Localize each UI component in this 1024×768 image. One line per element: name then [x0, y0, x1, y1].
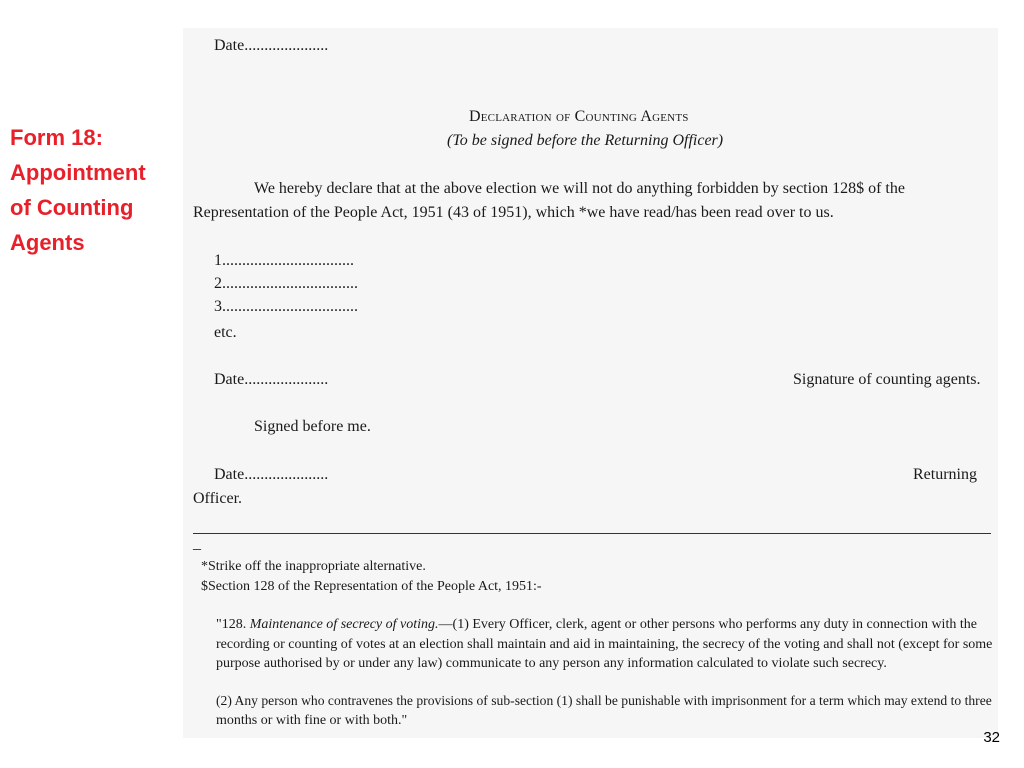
slide-title-line: Appointment: [10, 160, 146, 185]
returning-label: Returning: [913, 466, 977, 483]
date-top: Date.....................: [214, 37, 329, 54]
officer-label: Officer.: [193, 490, 243, 507]
declaration-line-1: We hereby declare that at the above election we will not do anything forbidden by section 128$ of the: [254, 180, 905, 197]
quote-heading: Maintenance of secrecy of voting.: [249, 617, 439, 632]
agent-list-item: etc.: [214, 324, 237, 341]
quote-line: purpose authorised by or under any law) communicate to any person any information calculated to violate such secrecy.: [216, 656, 887, 671]
footnote-section: $Section 128 of the Representation of the People Act, 1951:-: [201, 579, 542, 594]
slide-title: [10, 120, 185, 260]
form-document: [183, 28, 998, 738]
agent-list-item: 1.................................: [214, 252, 354, 269]
quote-line: months or with fine or with both.": [216, 713, 408, 728]
form-subheading: (To be signed before the Returning Officer): [447, 132, 724, 149]
date-mid: Date.....................: [214, 371, 329, 388]
slide-title-line: of Counting: [10, 195, 134, 220]
quote-number: "128.: [216, 617, 247, 632]
declaration-line-2: Representation of the People Act, 1951 (43 of 1951), which *we have read/has been read over to us.: [193, 204, 834, 221]
quote-line: recording or counting of votes at an election shall maintain and aid in maintaining, the secrecy of the voting and shall not (except for some: [216, 637, 993, 652]
date-bottom: Date.....................: [214, 466, 329, 483]
form-heading: Declaration of Counting Agents: [469, 108, 689, 125]
signature-label: Signature of counting agents.: [793, 371, 981, 388]
page-number: 32: [983, 729, 1000, 746]
separator-tail: _: [193, 535, 201, 552]
slide-title-line: Form 18:: [10, 125, 103, 150]
slide-title-line: Agents: [10, 230, 85, 255]
signed-before-label: Signed before me.: [254, 418, 371, 435]
agent-list-item: 3..................................: [214, 298, 358, 315]
quote-text: —(1) Every Officer, clerk, agent or other persons who performs any duty in connection with the: [438, 617, 977, 632]
separator-rule: [193, 533, 991, 534]
quote-line: [216, 617, 977, 633]
footnote-strike: *Strike off the inappropriate alternative.: [201, 559, 426, 574]
quote-line: (2) Any person who contravenes the provisions of sub-section (1) shall be punishable with imprisonment for a term which may extend to three: [216, 694, 992, 709]
agent-list-item: 2..................................: [214, 275, 358, 292]
